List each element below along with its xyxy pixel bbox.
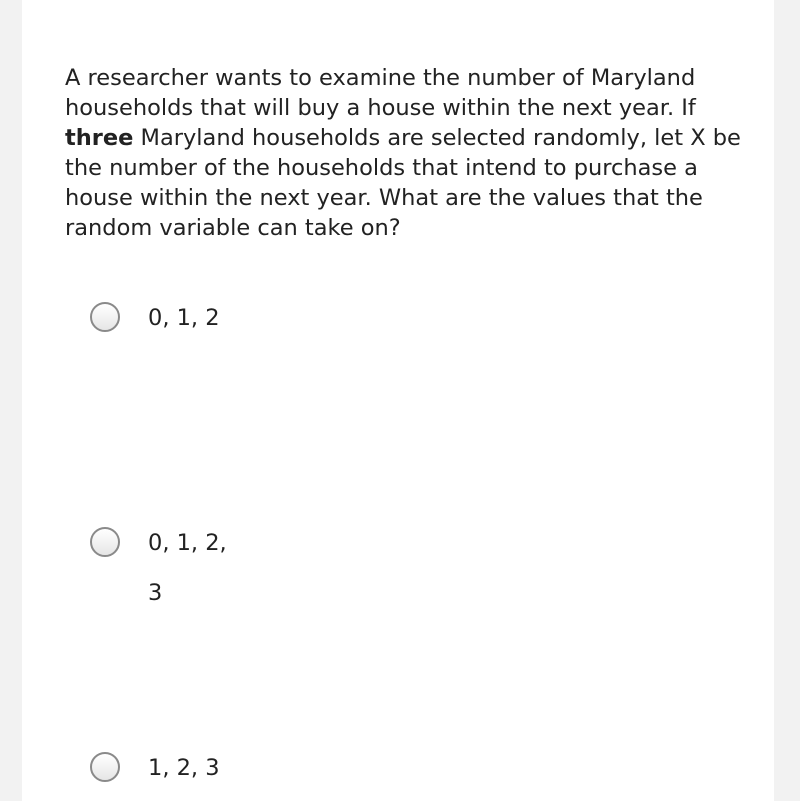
question-bold-word: three [65, 125, 134, 151]
answer-option-2-label: 0, 1, 2, 3 [148, 530, 227, 606]
radio-button-3[interactable] [90, 752, 120, 782]
radio-button-1[interactable] [90, 302, 120, 332]
question-text-after: Maryland households are selected randomly, let X be the number of the households that intend to purchase a house within the next year. What are the values that the random variable can take on? [65, 125, 741, 241]
radio-button-2[interactable] [90, 527, 120, 557]
answer-option-1-label: 0, 1, 2 [148, 305, 220, 331]
question-text [65, 63, 755, 243]
question-card [22, 0, 774, 801]
question-text-before: A researcher wants to examine the number of Maryland households that will buy a house within the next year. If [65, 65, 696, 121]
answer-option-3-label: 1, 2, 3 [148, 755, 220, 781]
